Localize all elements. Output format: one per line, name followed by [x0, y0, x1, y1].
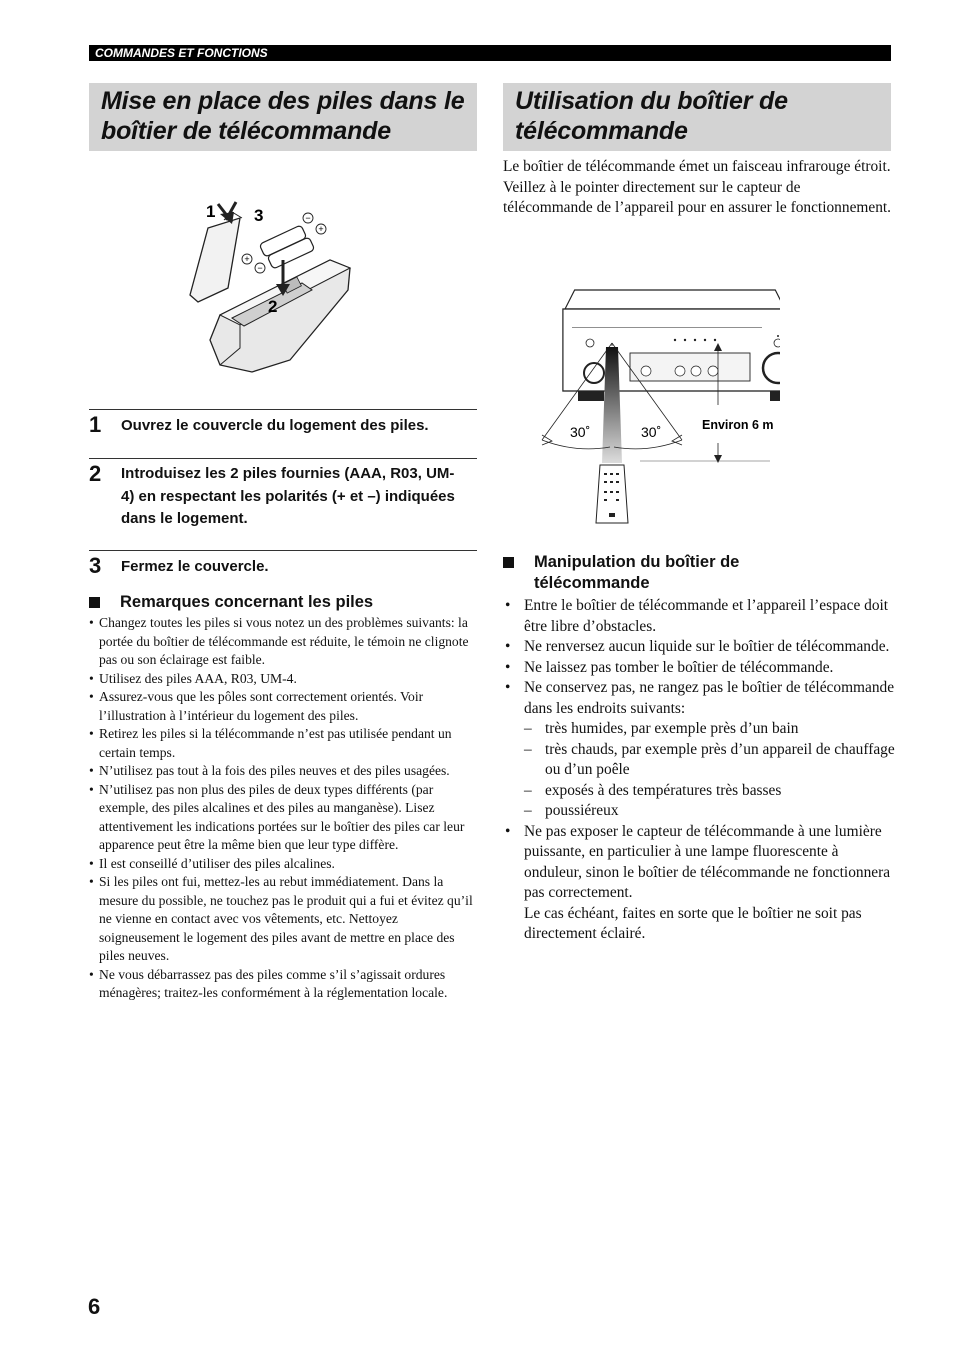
list-item-text: Ne pas exposer le capteur de télécommande à une lumière puissante, en particulier à une lampe fluorescente à onduleur, sinon le boîtier de télécommande ne fonctionnera pas correctement. — [524, 822, 891, 901]
right-title-line1: Utilisation du boîtier de — [515, 87, 788, 115]
list-item: • Ne laissez pas tomber le boîtier de télécommande. — [503, 658, 895, 679]
illustration-label-3: 3 — [254, 206, 264, 225]
list-item: • Changez toutes les piles si vous notez un des problèmes suivants: la portée du boîtier de télécommande est réduite, le témoin ne clignote pas ou son éclairage est faible. — [89, 614, 479, 670]
angle-right-label: 30˚ — [641, 424, 662, 440]
step-text: Ouvrez le couvercle du logement des piles. — [121, 417, 429, 434]
step-text: Introduisez les 2 piles fournies (AAA, R03, UM-4) en respectant les polarités (+ et –) indiquées dans le logement. — [121, 465, 455, 527]
list-item: • N’utilisez pas tout à la fois des piles neuves et des piles usagées. — [89, 762, 479, 781]
list-item: – très chauds, par exemple près d’un appareil de chauffage ou d’un poêle — [524, 740, 895, 781]
battery-insertion-illustration — [180, 190, 370, 390]
left-section-title — [89, 83, 477, 151]
storage-places-list — [524, 719, 895, 822]
step-1 — [89, 409, 477, 456]
step-text: Fermez le couvercle. — [121, 558, 269, 575]
manipulation-list — [503, 596, 895, 945]
right-section-title — [503, 83, 891, 151]
right-title-line2: télécommande — [515, 117, 688, 145]
intro-paragraph-2: Veillez à le pointer directement sur le capteur de télécommande de l’appareil pour en assurer le fonctionnement. — [503, 178, 892, 216]
list-item — [503, 822, 895, 945]
plus-sign-1: + — [318, 224, 324, 234]
intro-paragraph-1: Le boîtier de télécommande émet un faisceau infrarouge étroit. — [503, 158, 891, 175]
square-bullet-icon — [89, 597, 100, 608]
minus-sign-1: − — [305, 213, 311, 223]
manipulation-heading: Manipulation du boîtier de télécommande — [503, 552, 893, 594]
illustration-label-1: 1 — [206, 202, 216, 221]
list-item: • Ne vous débarrassez pas des piles comme s’il s’agissait ordures ménagères; traitez-les conformément à la réglementation locale. — [89, 966, 479, 1003]
list-item: • Retirez les piles si la télécommande n’est pas utilisée pendant un certain temps. — [89, 725, 479, 762]
list-item: • N’utilisez pas non plus des piles de deux types différents (par exemple, des piles alcalines et des piles au manganèse). Lisez attentivement les indications portées sur le boîtier des piles car leur apparence peut être la même bien que leur type diffère. — [89, 781, 479, 855]
list-item — [503, 678, 895, 822]
square-bullet-icon — [503, 557, 514, 568]
remote-range-diagram — [530, 285, 780, 530]
step-number: 2 — [89, 461, 102, 486]
list-item-extra-text: Le cas échéant, faites en sorte que le boîtier ne soit pas directement éclairé. — [524, 904, 862, 942]
list-item: • Ne renversez aucun liquide sur le boîtier de télécommande. — [503, 637, 895, 658]
angle-left-label: 30˚ — [570, 424, 591, 440]
list-item: • Il est conseillé d’utiliser des piles alcalines. — [89, 855, 479, 874]
illustration-label-2: 2 — [268, 297, 278, 316]
list-item: • Si les piles ont fui, mettez-les au rebut immédiatement. Dans la mesure du possible, ne touchez pas le produit qui a fui et évitez qu’il ne vienne en contact avec vos vêtements, etc. Nettoyez soigneusement le logement des piles avant de mettre en place des piles neuves. — [89, 873, 479, 966]
minus-sign-2: − — [257, 263, 263, 273]
distance-label: Environ 6 m — [702, 418, 774, 432]
list-item-text: Ne conservez pas, ne rangez pas le boîtier de télécommande dans les endroits suivants: — [524, 679, 895, 717]
remote-usage-intro — [503, 157, 893, 219]
list-item: – exposés à des températures très basses — [524, 781, 895, 802]
page-number: 6 — [88, 1294, 101, 1319]
plus-sign-2: + — [244, 254, 250, 264]
left-title-line2: boîtier de télécommande — [101, 117, 391, 145]
battery-notes-list — [89, 614, 479, 1003]
section-header-bar — [89, 45, 891, 61]
left-title-line1: Mise en place des piles dans le — [101, 87, 465, 115]
list-item: • Utilisez des piles AAA, R03, UM-4. — [89, 670, 479, 689]
list-item: • Assurez-vous que les pôles sont correctement orientés. Voir l’illustration à l’intérieur du logement des piles. — [89, 688, 479, 725]
list-item: – poussiéreux — [524, 801, 895, 822]
step-number: 1 — [89, 412, 102, 437]
section-label: COMMANDES ET FONCTIONS — [95, 46, 268, 60]
step-number: 3 — [89, 553, 102, 578]
list-item: – très humides, par exemple près d’un bain — [524, 719, 895, 740]
step-3 — [89, 550, 477, 581]
list-item: • Entre le boîtier de télécommande et l’appareil l’espace doit être libre d’obstacles. — [503, 596, 895, 637]
step-2 — [89, 458, 477, 549]
